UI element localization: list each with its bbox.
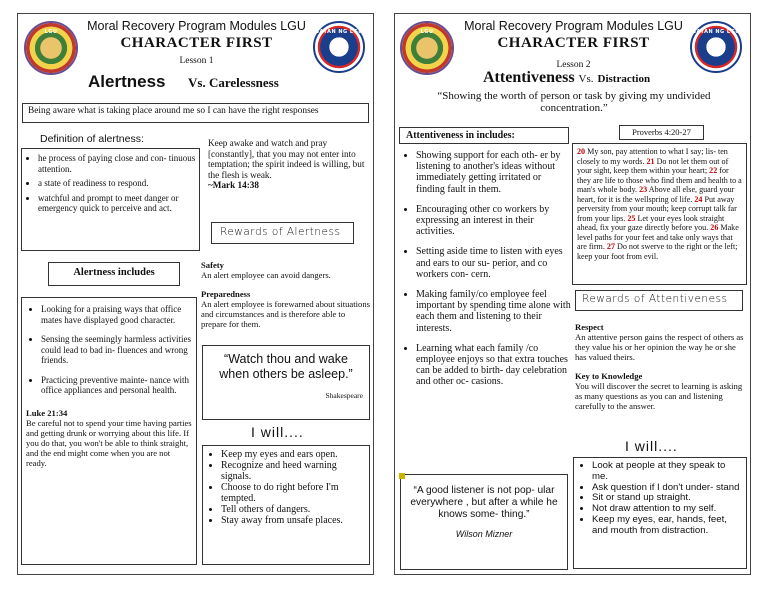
i-will-item: • Recognize and heed warning signals. bbox=[221, 460, 365, 482]
includes-item: • Looking for a praising ways that office mates have displayed good character. bbox=[41, 304, 192, 325]
lesson1-panel bbox=[17, 13, 374, 575]
luke-text: Be careful not to spend your time having parties and getting drunk or worrying about this life. If you do that, you won't be able to think straight, and the end might come when you are not ready. bbox=[26, 417, 192, 468]
verse-number: 23 bbox=[639, 185, 648, 194]
verse-text: Do not let them out of your sight, keep them within your heart; bbox=[577, 156, 729, 175]
logo-text: LGU bbox=[44, 29, 58, 35]
quote-text: “A good listener is not pop- ular everywhere , but after a while he knows some- thing.” bbox=[410, 485, 558, 520]
i-will-box bbox=[573, 457, 747, 569]
verse-text: Make level paths for your feet and take only ways that are firm. bbox=[577, 223, 739, 251]
virtue-title: Alertness bbox=[88, 72, 166, 91]
includes-item: • Encouraging other co workers by expressing an interest in their activities. bbox=[416, 204, 571, 238]
seal-text: BAYAN NG LGU bbox=[692, 29, 740, 35]
proverbs-reference-box bbox=[619, 125, 704, 140]
rewards-heading: Rewards of Alertness bbox=[220, 226, 341, 238]
verse-text: Let your eyes look straight ahead, fix your gaze directly before you. bbox=[577, 213, 725, 232]
definition-item: • he process of paying close and con- tinuous attention. bbox=[38, 153, 196, 174]
includes-heading: Alertness includes bbox=[73, 267, 155, 278]
reward-title: Respect bbox=[575, 322, 604, 332]
i-will-item: • Tell others of dangers. bbox=[221, 504, 365, 515]
quote-box bbox=[400, 474, 568, 570]
proverbs-box bbox=[572, 143, 747, 285]
tagline-text: Being aware what is taking place around me so I can have the right responses bbox=[28, 106, 319, 116]
verse-number: 25 bbox=[627, 213, 636, 223]
definition-heading: Definition of alertness: bbox=[40, 133, 144, 145]
versus-prefix: Vs. bbox=[578, 73, 594, 85]
corner-marker bbox=[399, 473, 405, 479]
rewards-heading: Rewards of Attentiveness bbox=[582, 293, 728, 305]
verse-number: 27 bbox=[606, 242, 615, 251]
i-will-item: • Keep my eyes and ears open. bbox=[221, 449, 365, 460]
verse-text: Do not swerve to the right or the left; keep your foot from evil. bbox=[577, 242, 738, 261]
versus-title: Vs. Carelessness bbox=[188, 75, 279, 90]
includes-item: • Making family/co employee feel important by spending time alone with each them and listening to their interests. bbox=[416, 289, 571, 334]
virtue-title bbox=[483, 69, 650, 87]
verse-text: My son, pay attention to what I say; lis- ten closely to my words. bbox=[577, 147, 728, 166]
definition-item: • watchful and prompt to meet danger or emergency quick to perceive and act. bbox=[38, 193, 196, 214]
reward-text: An alert employee is forewarned about situations and circumstances and is therefore able to prepare for them. bbox=[201, 299, 370, 329]
includes-item: • Showing support for each oth- er by listening to another's ideas without immediately getting irritated or finding fault in them. bbox=[416, 150, 571, 195]
logo-text: LGU bbox=[420, 29, 434, 35]
quote-author: Shakespeare bbox=[325, 391, 363, 400]
verse-reference: ~Mark 14:38 bbox=[208, 180, 259, 190]
character-first-title: CHARACTER FIRST bbox=[497, 35, 650, 51]
reward-title: Preparedness bbox=[201, 289, 251, 299]
program-title: Moral Recovery Program Modules LGU bbox=[464, 19, 683, 33]
reward-text: An attentive person gains the respect of others as they value his or her opinion the way he or she has valued theirs. bbox=[575, 332, 744, 362]
character-first-title: CHARACTER FIRST bbox=[120, 35, 273, 51]
lesson-number: Lesson 2 bbox=[556, 60, 591, 70]
reward-title: Key to Knowledge bbox=[575, 371, 643, 381]
verse-number: 26 bbox=[710, 223, 719, 232]
seal-text: BAYAN NG LGU bbox=[315, 29, 363, 35]
luke-reference: Luke 21:34 bbox=[26, 407, 68, 418]
i-will-item: • Sit or stand up straight. bbox=[592, 493, 742, 504]
tagline-text: “Showing the worth of person or task by giving my undivided concentration.” bbox=[437, 90, 711, 114]
quote-author: Wilson Mizner bbox=[455, 529, 513, 539]
verse-text: Keep awake and watch and pray [constantly], that you may not enter into temptation; the spirit indeed is willing, but the flesh is weak. bbox=[208, 138, 365, 180]
includes-item: • Setting aside time to listen with eyes and ears to our su- perior, and co workers con- cern. bbox=[416, 246, 571, 280]
i-will-item: • Not draw attention to my self. bbox=[592, 504, 742, 515]
i-will-heading: I will.... bbox=[251, 424, 304, 440]
includes-heading: Attentiveness in includes: bbox=[406, 130, 515, 141]
rewards-heading-box bbox=[575, 290, 743, 311]
includes-heading-box bbox=[399, 127, 569, 144]
verse-number: 21 bbox=[646, 156, 655, 166]
municipal-seal bbox=[690, 21, 742, 73]
virtue-name: Attentiveness bbox=[483, 69, 575, 86]
i-will-heading: I will.... bbox=[625, 438, 678, 454]
includes-item: • Sensing the seemingly harmless activities could lead to bad in- fluences and wrong friends. bbox=[41, 334, 192, 366]
municipal-seal bbox=[313, 21, 365, 73]
i-will-item: • Stay away from unsafe places. bbox=[221, 515, 365, 526]
mark-verse bbox=[208, 138, 368, 191]
verse-number: 22 bbox=[709, 166, 718, 175]
includes-heading-box bbox=[48, 262, 180, 286]
verse-text: Put away perversity from your mouth; keep corrupt talk far from your lips. bbox=[577, 194, 737, 223]
lgu-logo bbox=[400, 21, 454, 75]
verse-number: 20 bbox=[577, 147, 586, 156]
verse-text: for they are life to those who find them and health to a man's whole body. bbox=[577, 166, 742, 194]
includes-list bbox=[398, 150, 571, 388]
i-will-item: • Keep my eyes, ear, hands, feet, and mouth from distraction. bbox=[592, 515, 742, 537]
lesson2-panel bbox=[394, 13, 751, 575]
includes-box bbox=[21, 297, 197, 565]
versus-word: Distraction bbox=[597, 73, 651, 85]
reward-text: An alert employee can avoid dangers. bbox=[201, 270, 331, 280]
lesson-number: Lesson 1 bbox=[179, 56, 214, 66]
definition-box bbox=[21, 148, 200, 251]
rewards-heading-box bbox=[211, 222, 354, 244]
i-will-item: • Choose to do right before I'm tempted. bbox=[221, 482, 365, 504]
reward-title: Safety bbox=[201, 260, 224, 270]
tagline-box bbox=[22, 103, 369, 123]
rewards-list bbox=[201, 260, 371, 329]
i-will-item: • Look at people at they speak to me. bbox=[592, 461, 742, 483]
quote-box bbox=[202, 345, 370, 420]
verse-text: Above all else, guard your heart, for it is the wellspring of life. bbox=[577, 185, 735, 204]
lgu-logo bbox=[24, 21, 78, 75]
rewards-list bbox=[575, 322, 747, 411]
reward-text: You will discover the secret to learning is asking as many questions as you can and listening carefully to the answer. bbox=[575, 381, 743, 411]
includes-item: • Learning what each family /co employee enjoys so that extra touches can be added to birth- day celebration and other oc- casions. bbox=[416, 343, 571, 388]
i-will-box bbox=[202, 445, 370, 565]
proverbs-reference: Proverbs 4:20-27 bbox=[632, 127, 691, 137]
program-title: Moral Recovery Program Modules LGU bbox=[87, 19, 306, 33]
luke-verse bbox=[26, 408, 192, 468]
verse-number: 24 bbox=[694, 194, 703, 204]
includes-item: • Practicing preventive mainte- nance with office appliances and personal health. bbox=[41, 375, 192, 396]
definition-item: • a state of readiness to respond. bbox=[38, 178, 196, 189]
quote-text: “Watch thou and wake when others be asleep.” bbox=[219, 352, 353, 381]
i-will-item: • Ask question if I don't under- stand bbox=[592, 483, 742, 494]
